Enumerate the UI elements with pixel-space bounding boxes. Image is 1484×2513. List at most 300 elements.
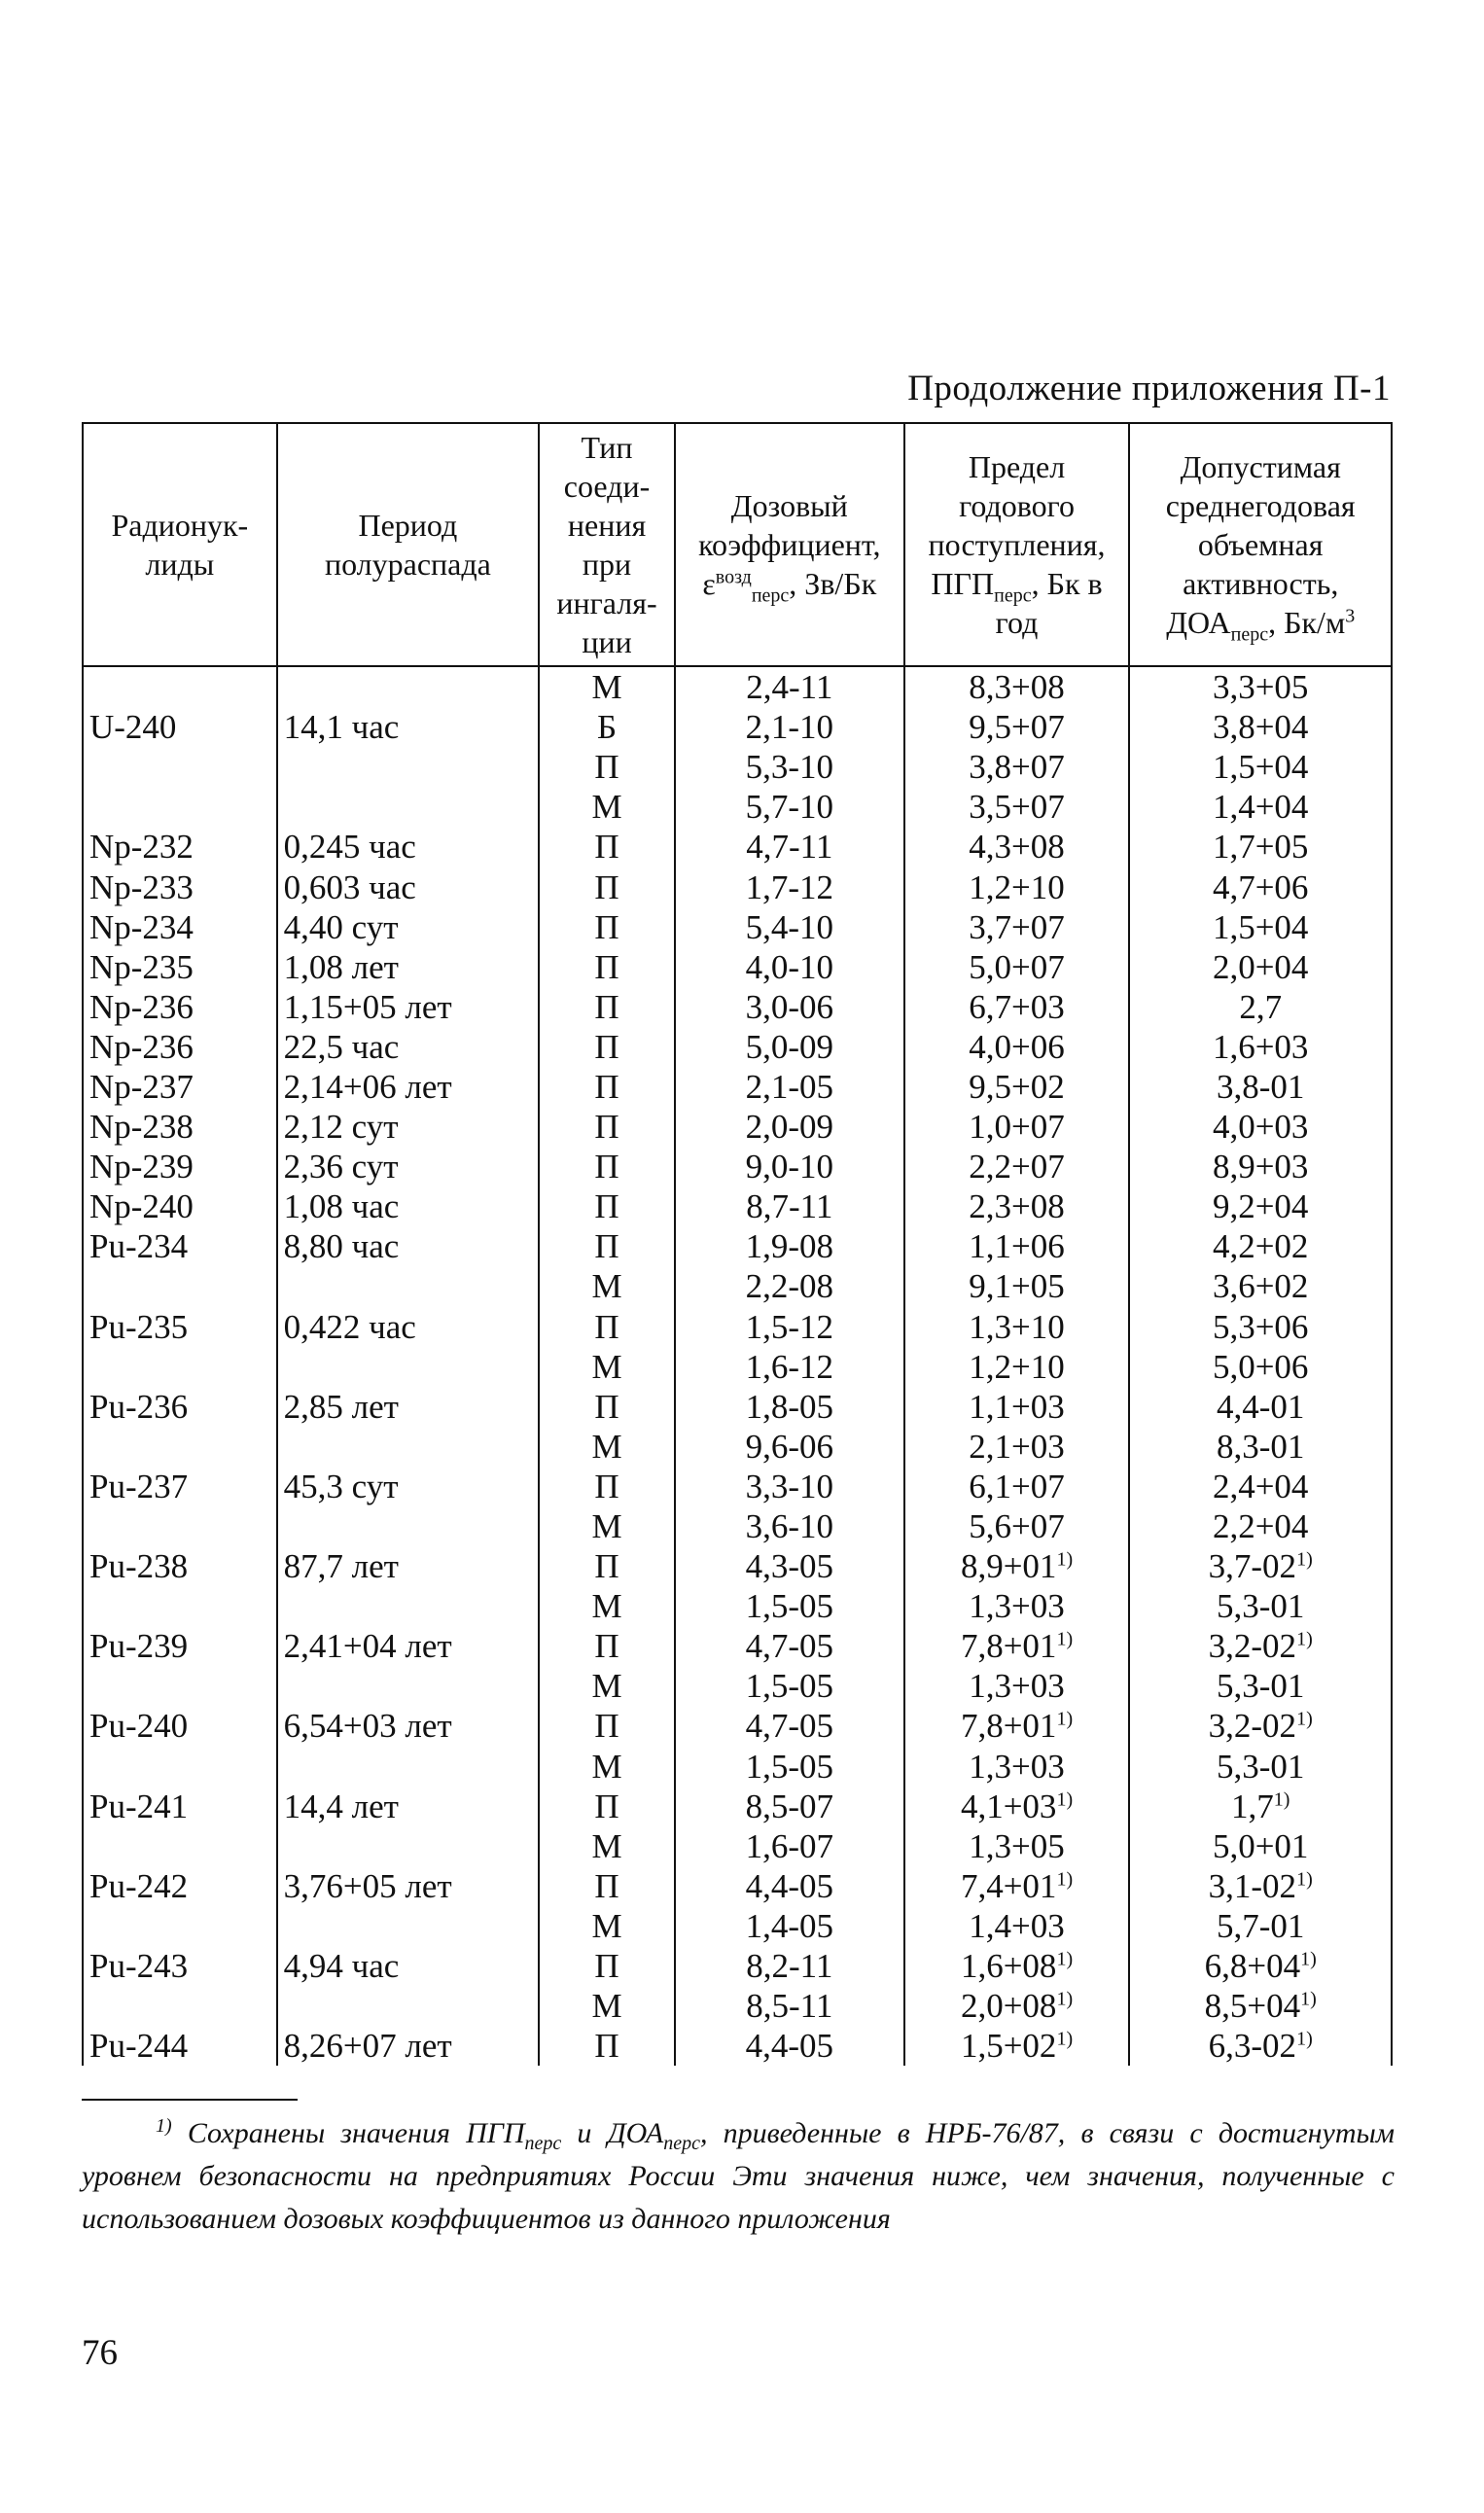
cell-permissible-activity-value: 3,2-02 [1208, 1707, 1297, 1746]
cell-annual-limit-value: 1,3+03 [969, 1667, 1065, 1706]
cell-nuclide-value: Np-234 [89, 907, 194, 946]
cell-permissible-activity [1129, 1986, 1392, 2026]
cell-annual-limit-value: 1,3+03 [969, 1747, 1065, 1786]
cell-annual-limit [904, 1147, 1130, 1186]
cell-annual-limit [904, 1067, 1130, 1107]
cell-permissible-activity [1129, 1427, 1392, 1467]
header-half-life-label: Период полураспада [324, 508, 491, 582]
cell-permissible-activity [1129, 1866, 1392, 1906]
cell-annual-limit-value: 6,1+07 [969, 1467, 1065, 1505]
footnote-ref: 1) [1296, 1548, 1313, 1571]
cell-half-life-value: 6,54+03 лет [283, 1707, 452, 1746]
cell-dose-coefficient-value: 2,1-05 [745, 1067, 833, 1106]
cell-compound-type [539, 1427, 675, 1467]
cell-permissible-activity-value: 5,0+01 [1212, 1826, 1309, 1865]
cell-half-life-value: 0,422 час [283, 1307, 416, 1346]
cell-compound-type [539, 1307, 675, 1347]
header-permissible-activity [1129, 423, 1392, 666]
cell-compound-type [539, 1387, 675, 1427]
table-row [83, 1747, 1392, 1787]
cell-nuclide-value: Np-240 [89, 1187, 194, 1226]
cell-dose-coefficient [675, 1347, 904, 1387]
cell-dose-coefficient [675, 1427, 904, 1467]
cell-annual-limit [904, 666, 1130, 707]
cell-compound-type-value: П [594, 2027, 619, 2066]
cell-compound-type [539, 1706, 675, 1746]
cell-nuclide [83, 1666, 277, 1706]
table-row [83, 827, 1392, 867]
footnote-ref: 1) [1056, 1868, 1074, 1891]
table-row [83, 787, 1392, 827]
cell-compound-type [539, 1747, 675, 1787]
header-dose-symbol: ε [702, 566, 716, 601]
cell-dose-coefficient [675, 1506, 904, 1546]
cell-compound-type-value: П [594, 1866, 619, 1905]
footnote-ref: 1) [1300, 1988, 1317, 2010]
cell-annual-limit [904, 1266, 1130, 1306]
cell-permissible-activity-value: 3,8-01 [1216, 1067, 1305, 1106]
cell-permissible-activity [1129, 947, 1392, 987]
table-row [83, 1226, 1392, 1266]
cell-dose-coefficient-value: 1,5-12 [745, 1307, 833, 1346]
cell-annual-limit [904, 907, 1130, 947]
footnote-ref: 1) [1056, 1708, 1074, 1730]
cell-compound-type-value: М [591, 1826, 622, 1865]
cell-annual-limit-value: 5,0+07 [969, 947, 1065, 986]
cell-compound-type-value: П [594, 1387, 619, 1426]
cell-permissible-activity [1129, 1747, 1392, 1787]
cell-half-life [277, 1546, 539, 1586]
cell-half-life-value: 4,40 сут [283, 907, 399, 946]
cell-compound-type [539, 1226, 675, 1266]
cell-dose-coefficient [675, 1787, 904, 1826]
cell-permissible-activity [1129, 1906, 1392, 1946]
cell-permissible-activity [1129, 1467, 1392, 1506]
cell-permissible-activity-value: 5,0+06 [1212, 1347, 1309, 1386]
cell-dose-coefficient [675, 666, 904, 707]
cell-annual-limit-value: 2,0+08 [960, 1987, 1057, 2026]
cell-nuclide [83, 1706, 277, 1746]
table-row [83, 1787, 1392, 1826]
cell-compound-type [539, 1067, 675, 1107]
cell-annual-limit [904, 1747, 1130, 1787]
cell-dose-coefficient [675, 1747, 904, 1787]
cell-half-life-value: 0,603 час [283, 867, 416, 906]
cell-dose-coefficient [675, 1467, 904, 1506]
cell-dose-coefficient-value: 1,5-05 [745, 1667, 833, 1706]
header-limit-unit: , Бк в год [995, 566, 1103, 640]
cell-compound-type [539, 907, 675, 947]
cell-compound-type-value: П [594, 1108, 619, 1147]
cell-dose-coefficient-value: 4,0-10 [745, 947, 833, 986]
cell-compound-type-value: М [591, 1587, 622, 1626]
header-limit-abbr: ПГП [931, 566, 995, 601]
cell-permissible-activity [1129, 666, 1392, 707]
cell-annual-limit-value: 3,7+07 [969, 907, 1065, 946]
cell-dose-coefficient-value: 2,2-08 [745, 1267, 833, 1306]
cell-dose-coefficient-value: 1,8-05 [745, 1387, 833, 1426]
cell-compound-type-value: П [594, 947, 619, 986]
cell-half-life [277, 1626, 539, 1666]
cell-dose-coefficient-value: 8,5-07 [745, 1787, 833, 1825]
cell-annual-limit-value: 2,1+03 [969, 1427, 1065, 1466]
cell-compound-type-value: П [594, 1947, 619, 1986]
cell-half-life-value: 8,80 час [283, 1227, 400, 1266]
cell-annual-limit-value: 6,7+03 [969, 987, 1065, 1026]
cell-compound-type-value: П [594, 987, 619, 1026]
cell-annual-limit [904, 1387, 1130, 1427]
cell-permissible-activity-value: 1,7+05 [1212, 828, 1309, 867]
footnote-ref: 1) [1296, 1868, 1313, 1891]
cell-dose-coefficient [675, 1387, 904, 1427]
cell-dose-coefficient [675, 867, 904, 906]
cell-dose-coefficient-value: 4,3-05 [745, 1547, 833, 1586]
cell-permissible-activity [1129, 787, 1392, 827]
cell-compound-type-value: М [591, 1427, 622, 1466]
cell-permissible-activity-value: 1,7 [1230, 1787, 1274, 1825]
cell-annual-limit-value: 7,4+01 [960, 1866, 1057, 1905]
cell-permissible-activity-value: 4,4-01 [1216, 1387, 1305, 1426]
cell-permissible-activity [1129, 1226, 1392, 1266]
cell-compound-type-value: П [594, 867, 619, 906]
cell-dose-coefficient [675, 787, 904, 827]
header-dose-label: Дозовый коэффициент, [698, 488, 881, 562]
cell-annual-limit-value: 1,0+07 [969, 1108, 1065, 1147]
cell-permissible-activity [1129, 1586, 1392, 1626]
cell-compound-type-value: П [594, 1547, 619, 1586]
footnote-mark: 1) [156, 2115, 172, 2137]
cell-half-life [277, 827, 539, 867]
footnote-ref: 1) [1056, 2028, 1074, 2050]
cell-permissible-activity-value: 5,3-01 [1216, 1747, 1305, 1786]
cell-dose-coefficient-value: 9,0-10 [745, 1148, 833, 1186]
cell-compound-type [539, 1467, 675, 1506]
cell-annual-limit [904, 1666, 1130, 1706]
cell-compound-type [539, 2026, 675, 2066]
cell-dose-coefficient [675, 1826, 904, 1866]
cell-permissible-activity-value: 4,2+02 [1212, 1227, 1309, 1266]
cell-compound-type-value: М [591, 668, 622, 707]
table-row [83, 1427, 1392, 1467]
cell-nuclide-value: U-240 [89, 708, 177, 747]
cell-annual-limit [904, 1706, 1130, 1746]
cell-compound-type [539, 1107, 675, 1147]
cell-half-life [277, 1027, 539, 1067]
cell-annual-limit [904, 1027, 1130, 1067]
cell-half-life-value: 22,5 час [283, 1027, 400, 1066]
cell-nuclide [83, 1467, 277, 1506]
cell-compound-type [539, 1986, 675, 2026]
cell-dose-coefficient [675, 827, 904, 867]
cell-nuclide [83, 1506, 277, 1546]
cell-half-life-value: 14,1 час [283, 708, 400, 747]
cell-nuclide [83, 1147, 277, 1186]
table-row [83, 1147, 1392, 1186]
cell-nuclide [83, 1226, 277, 1266]
footnote-rule [82, 2099, 298, 2101]
radionuclide-table [82, 422, 1393, 2066]
cell-permissible-activity-value: 4,7+06 [1212, 867, 1309, 906]
cell-dose-coefficient [675, 1986, 904, 2026]
footnote-text-2: и [561, 2117, 608, 2149]
footnote-ref: 1) [1273, 1788, 1290, 1811]
cell-dose-coefficient-value: 5,0-09 [745, 1027, 833, 1066]
cell-dose-coefficient [675, 1666, 904, 1706]
cell-compound-type [539, 867, 675, 906]
footnote-ref: 1) [1056, 1948, 1074, 1970]
cell-compound-type [539, 1586, 675, 1626]
cell-dose-coefficient [675, 1586, 904, 1626]
cell-annual-limit-value: 1,6+08 [960, 1947, 1057, 1986]
table-row [83, 1626, 1392, 1666]
cell-half-life-value: 3,76+05 лет [283, 1866, 452, 1905]
cell-permissible-activity-value: 9,2+04 [1212, 1187, 1309, 1226]
cell-compound-type [539, 707, 675, 747]
cell-annual-limit [904, 1826, 1130, 1866]
cell-half-life [277, 1107, 539, 1147]
cell-nuclide [83, 1427, 277, 1467]
cell-compound-type-value: М [591, 1347, 622, 1386]
cell-dose-coefficient [675, 987, 904, 1027]
cell-half-life [277, 1946, 539, 1986]
cell-permissible-activity [1129, 1107, 1392, 1147]
cell-dose-coefficient-value: 1,5-05 [745, 1587, 833, 1626]
cell-dose-coefficient-value: 1,9-08 [745, 1227, 833, 1266]
cell-half-life-value: 8,26+07 лет [283, 2027, 452, 2066]
cell-nuclide [83, 867, 277, 906]
cell-nuclide [83, 1586, 277, 1626]
cell-annual-limit-value: 3,5+07 [969, 788, 1065, 827]
cell-annual-limit-value: 2,3+08 [969, 1187, 1065, 1226]
table-row [83, 1266, 1392, 1306]
cell-permissible-activity [1129, 1387, 1392, 1427]
footnote [82, 2112, 1395, 2241]
cell-dose-coefficient-value: 4,7-05 [745, 1627, 833, 1666]
cell-compound-type-value: П [594, 1148, 619, 1186]
cell-dose-coefficient-value: 4,4-05 [745, 1866, 833, 1905]
cell-nuclide-value: Pu-236 [89, 1387, 189, 1426]
cell-dose-coefficient [675, 1067, 904, 1107]
table-row [83, 1027, 1392, 1067]
cell-compound-type-value: П [594, 1467, 619, 1505]
cell-annual-limit-value: 1,4+03 [969, 1906, 1065, 1945]
cell-nuclide-value: Pu-234 [89, 1227, 189, 1266]
cell-half-life [277, 1586, 539, 1626]
table-row [83, 666, 1392, 707]
cell-permissible-activity [1129, 1027, 1392, 1067]
cell-half-life [277, 1706, 539, 1746]
cell-half-life-value: 0,245 час [283, 828, 416, 867]
cell-nuclide-value: Np-232 [89, 828, 194, 867]
cell-dose-coefficient-value: 2,4-11 [746, 668, 833, 707]
header-doa-abbr: ДОА [1166, 605, 1231, 640]
cell-permissible-activity [1129, 827, 1392, 867]
table-row [83, 747, 1392, 787]
cell-half-life [277, 1427, 539, 1467]
cell-compound-type [539, 1186, 675, 1226]
footnote-ref: 1) [1296, 2028, 1313, 2050]
table-row [83, 1067, 1392, 1107]
cell-annual-limit [904, 1307, 1130, 1347]
cell-annual-limit [904, 1506, 1130, 1546]
cell-permissible-activity-value: 8,3-01 [1216, 1427, 1305, 1466]
cell-dose-coefficient-value: 8,5-11 [746, 1987, 833, 2026]
cell-permissible-activity [1129, 1266, 1392, 1306]
header-annual-limit [904, 423, 1130, 666]
cell-nuclide-value: Pu-244 [89, 2027, 189, 2066]
cell-nuclide [83, 1546, 277, 1586]
cell-half-life-value: 2,14+06 лет [283, 1067, 452, 1106]
cell-compound-type [539, 827, 675, 867]
cell-nuclide [83, 1186, 277, 1226]
cell-annual-limit [904, 1906, 1130, 1946]
cell-nuclide-value: Pu-243 [89, 1947, 189, 1986]
cell-nuclide [83, 1906, 277, 1946]
cell-dose-coefficient-value: 1,7-12 [745, 867, 833, 906]
table-row [83, 867, 1392, 906]
cell-nuclide-value: Np-238 [89, 1108, 194, 1147]
table-row [83, 1666, 1392, 1706]
cell-annual-limit-value: 1,3+05 [969, 1826, 1065, 1865]
cell-annual-limit-value: 8,9+01 [960, 1547, 1057, 1586]
cell-compound-type [539, 1866, 675, 1906]
cell-permissible-activity-value: 1,5+04 [1212, 907, 1309, 946]
cell-nuclide [83, 2026, 277, 2066]
footnote-ref: 1) [1300, 1948, 1317, 1970]
cell-half-life-value: 4,94 час [283, 1947, 400, 1986]
cell-nuclide [83, 1387, 277, 1427]
cell-nuclide-value: Pu-237 [89, 1467, 189, 1505]
cell-half-life-value: 2,85 лет [283, 1387, 399, 1426]
cell-permissible-activity [1129, 987, 1392, 1027]
cell-annual-limit [904, 947, 1130, 987]
cell-half-life [277, 1467, 539, 1506]
cell-half-life [277, 1826, 539, 1866]
cell-permissible-activity [1129, 1347, 1392, 1387]
cell-nuclide [83, 1747, 277, 1787]
cell-compound-type-value: М [591, 1906, 622, 1945]
cell-permissible-activity-value: 8,5+04 [1204, 1987, 1301, 2026]
cell-annual-limit-value: 1,5+02 [960, 2027, 1057, 2066]
cell-dose-coefficient-value: 9,6-06 [745, 1427, 833, 1466]
cell-nuclide [83, 1946, 277, 1986]
cell-annual-limit [904, 1546, 1130, 1586]
cell-annual-limit [904, 1226, 1130, 1266]
table-row [83, 1986, 1392, 2026]
cell-annual-limit-value: 1,1+03 [969, 1387, 1065, 1426]
cell-permissible-activity [1129, 1506, 1392, 1546]
cell-compound-type [539, 1266, 675, 1306]
header-dose-sub: перс [751, 584, 790, 607]
cell-dose-coefficient [675, 1706, 904, 1746]
cell-annual-limit-value: 1,2+10 [969, 867, 1065, 906]
cell-compound-type-value: П [594, 748, 619, 787]
cell-compound-type-value: М [591, 1667, 622, 1706]
cell-permissible-activity-value: 2,4+04 [1212, 1467, 1309, 1505]
cell-permissible-activity-value: 5,7-01 [1216, 1906, 1305, 1945]
cell-compound-type [539, 1826, 675, 1866]
cell-dose-coefficient [675, 1906, 904, 1946]
cell-dose-coefficient [675, 1866, 904, 1906]
cell-permissible-activity [1129, 1666, 1392, 1706]
cell-nuclide [83, 1826, 277, 1866]
cell-permissible-activity [1129, 1307, 1392, 1347]
cell-annual-limit [904, 787, 1130, 827]
cell-half-life [277, 947, 539, 987]
cell-half-life-value: 1,08 час [283, 1187, 400, 1226]
cell-annual-limit-value: 1,2+10 [969, 1347, 1065, 1386]
cell-half-life [277, 707, 539, 747]
table-row [83, 1107, 1392, 1147]
table-row [83, 1826, 1392, 1866]
table-row [83, 947, 1392, 987]
cell-half-life [277, 747, 539, 787]
page-number: 76 [82, 2333, 118, 2373]
cell-compound-type [539, 947, 675, 987]
cell-dose-coefficient [675, 1626, 904, 1666]
cell-permissible-activity [1129, 1826, 1392, 1866]
cell-annual-limit-value: 7,8+01 [960, 1627, 1057, 1666]
cell-annual-limit-value: 4,1+03 [960, 1787, 1057, 1825]
cell-half-life [277, 787, 539, 827]
cell-half-life-value: 45,3 сут [283, 1467, 399, 1505]
cell-half-life [277, 1147, 539, 1186]
continuation-title: Продолжение приложения П-1 [907, 369, 1391, 408]
cell-permissible-activity-value: 1,5+04 [1212, 748, 1309, 787]
cell-dose-coefficient-value: 4,7-11 [746, 828, 833, 867]
cell-compound-type-value: М [591, 1507, 622, 1546]
cell-compound-type-value: П [594, 828, 619, 867]
cell-compound-type-value: П [594, 1627, 619, 1666]
table-row [83, 707, 1392, 747]
cell-permissible-activity [1129, 867, 1392, 906]
cell-half-life [277, 1307, 539, 1347]
cell-permissible-activity-value: 1,6+03 [1212, 1027, 1309, 1066]
cell-annual-limit [904, 1866, 1130, 1906]
cell-permissible-activity [1129, 1626, 1392, 1666]
cell-dose-coefficient-value: 3,3-10 [745, 1467, 833, 1505]
cell-dose-coefficient-value: 1,4-05 [745, 1906, 833, 1945]
footnote-pgp: ПГП [466, 2117, 525, 2149]
cell-nuclide [83, 1266, 277, 1306]
cell-half-life [277, 1866, 539, 1906]
cell-half-life [277, 867, 539, 906]
cell-dose-coefficient [675, 707, 904, 747]
table-row [83, 1546, 1392, 1586]
cell-half-life-value: 2,41+04 лет [283, 1627, 452, 1666]
cell-half-life [277, 1787, 539, 1826]
cell-annual-limit [904, 2026, 1130, 2066]
cell-dose-coefficient [675, 1027, 904, 1067]
cell-dose-coefficient-value: 8,2-11 [746, 1947, 833, 1986]
cell-permissible-activity-value: 2,2+04 [1212, 1507, 1309, 1546]
cell-permissible-activity-value: 3,3+05 [1212, 668, 1309, 707]
cell-dose-coefficient-value: 1,6-07 [745, 1826, 833, 1865]
cell-half-life [277, 1906, 539, 1946]
cell-dose-coefficient [675, 1946, 904, 1986]
cell-permissible-activity [1129, 2026, 1392, 2066]
cell-compound-type [539, 1147, 675, 1186]
cell-annual-limit-value: 9,5+07 [969, 708, 1065, 747]
cell-half-life [277, 907, 539, 947]
cell-half-life-value: 2,12 сут [283, 1108, 399, 1147]
cell-nuclide [83, 1107, 277, 1147]
cell-half-life [277, 1506, 539, 1546]
cell-dose-coefficient-value: 5,7-10 [745, 788, 833, 827]
cell-permissible-activity-value: 4,0+03 [1212, 1108, 1309, 1147]
cell-half-life [277, 1226, 539, 1266]
cell-nuclide [83, 747, 277, 787]
